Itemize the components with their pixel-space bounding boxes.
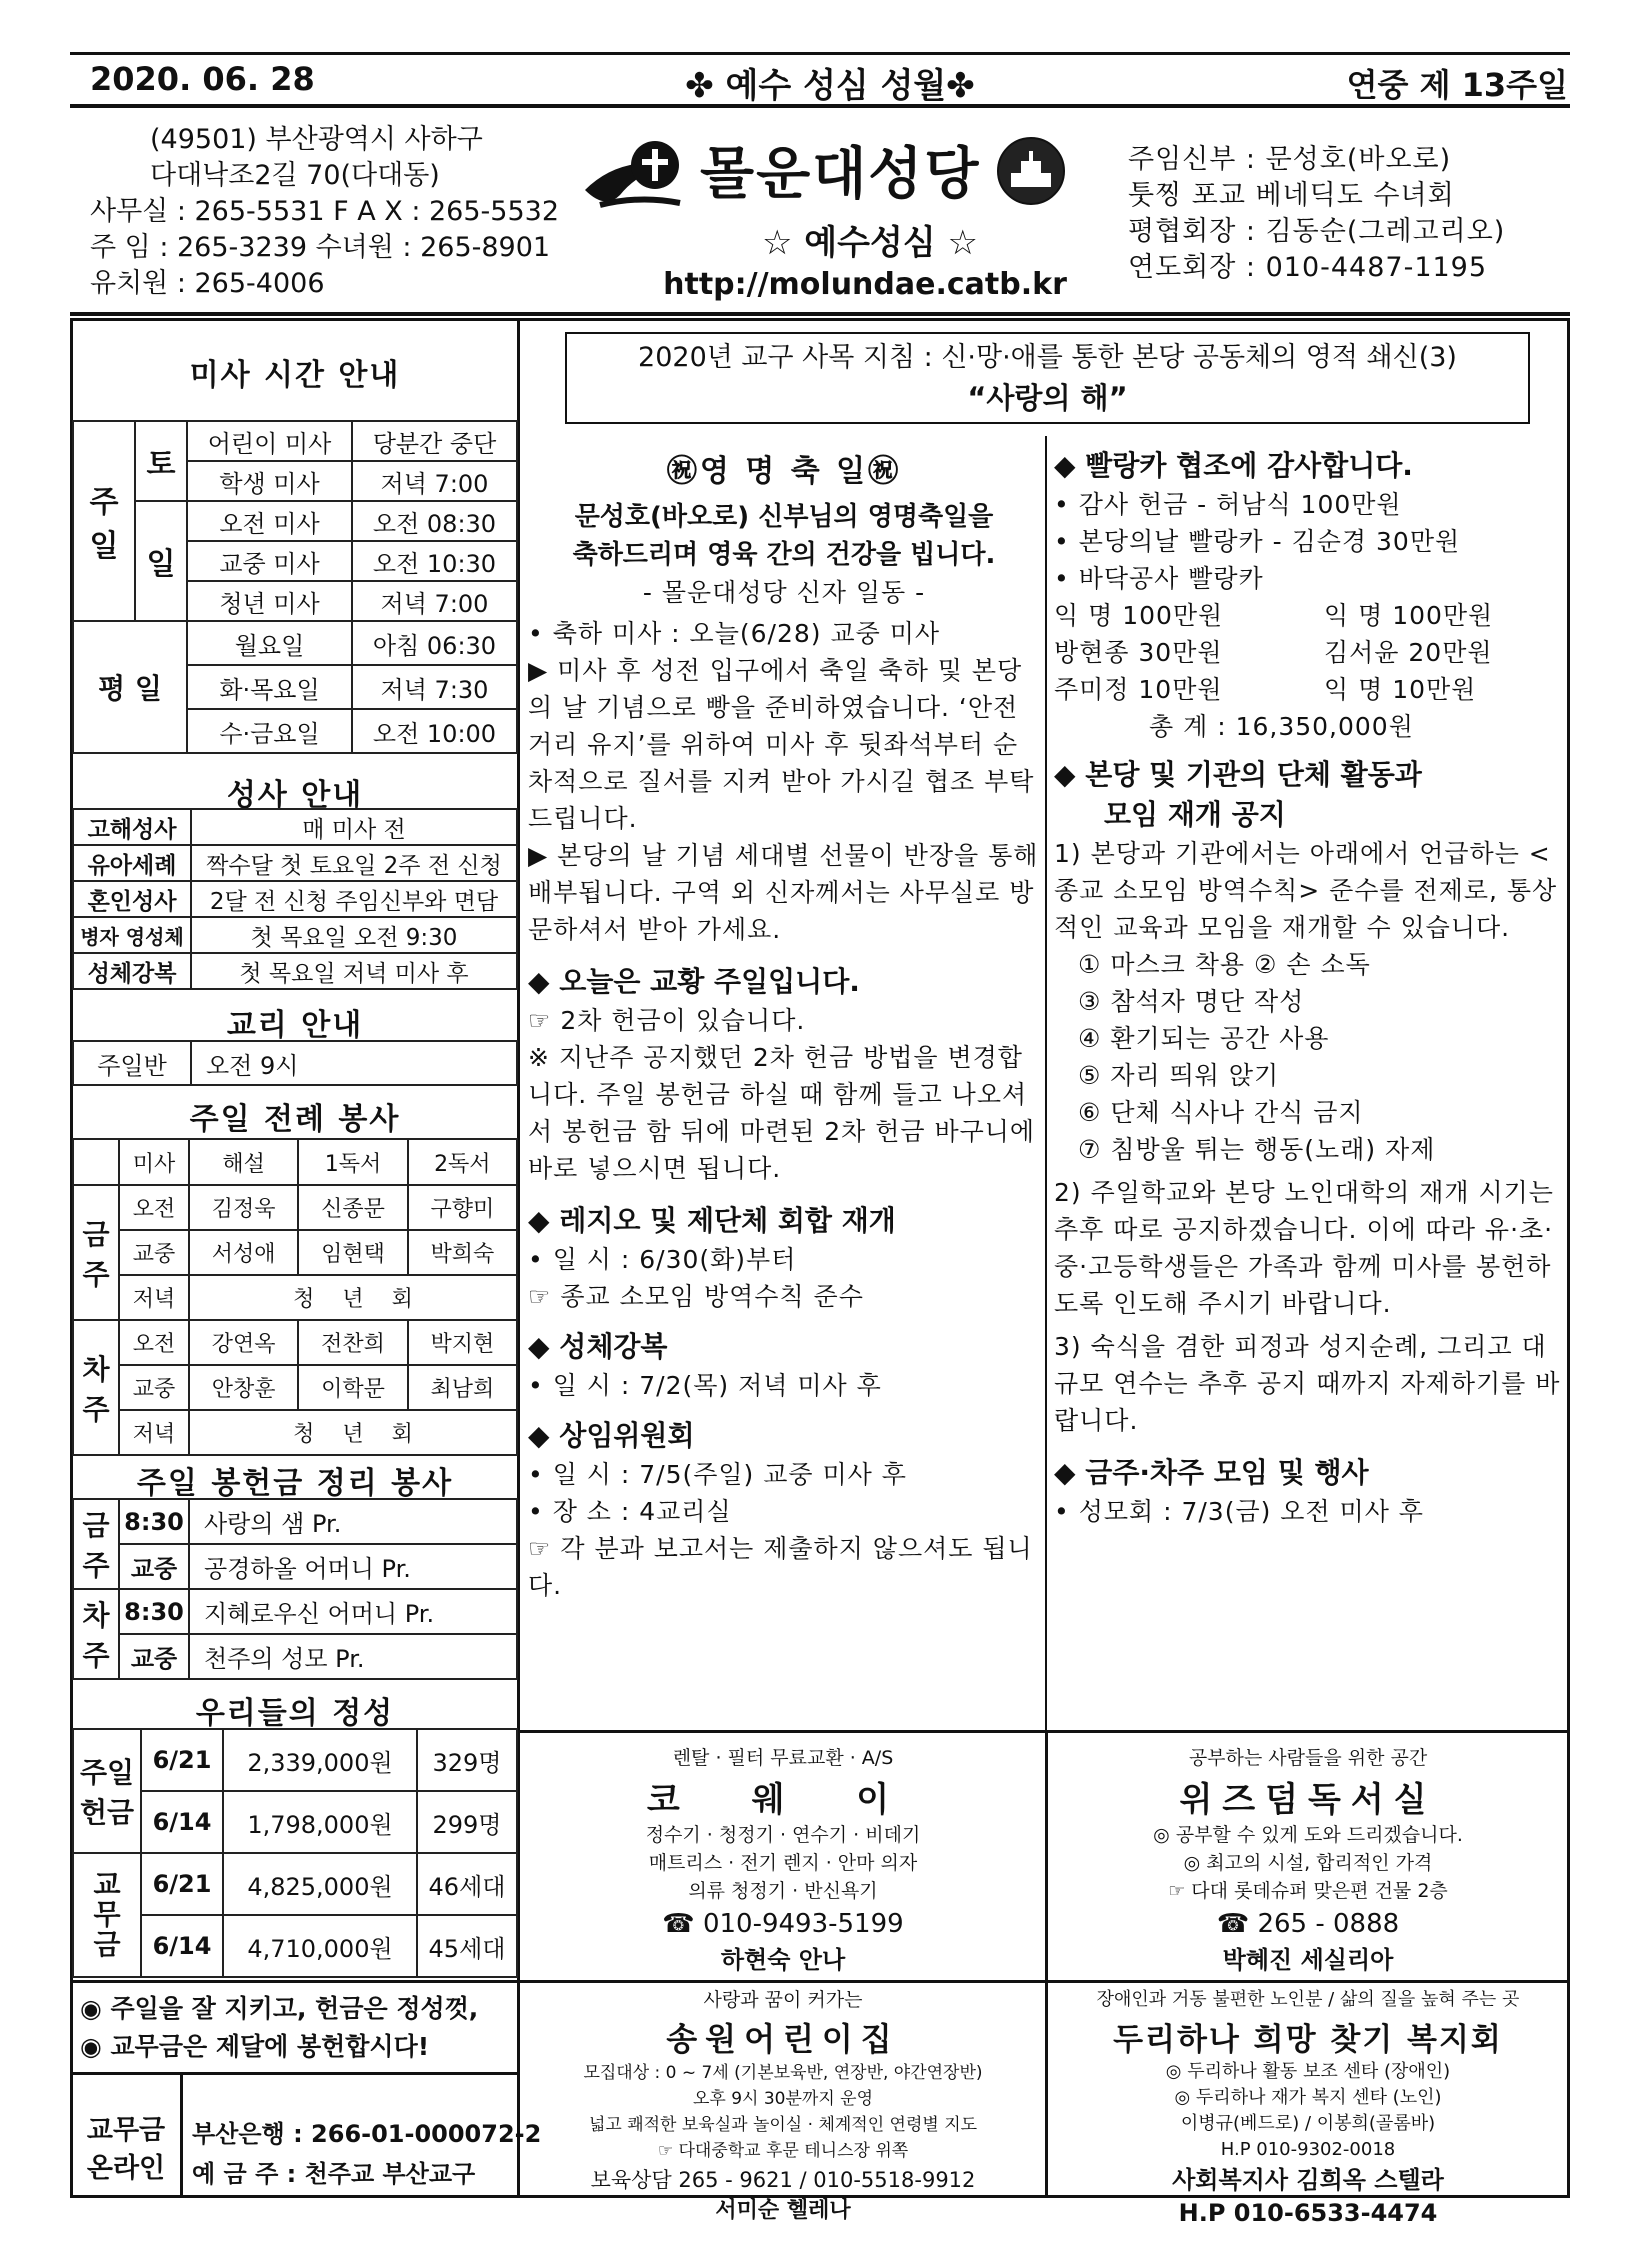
convent-name: 툿찡 포교 베네딕도 수녀회: [1128, 180, 1455, 211]
sacrament-name: 고해성사: [73, 809, 191, 845]
rule-item: ③ 참석자 명단 작성: [1078, 987, 1305, 1016]
second-collection: ☞ 2차 헌금이 있습니다.: [528, 1006, 806, 1035]
address-line: (49501) 부산광역시 사하구: [150, 124, 483, 155]
sacrament-info: 2달 전 신청 주임신부와 면담: [191, 881, 517, 917]
resume-title: 모임 재개 공지: [1104, 798, 1286, 831]
ad-line: 오후 9시 30분까지 운영: [692, 2089, 874, 2109]
donation-amount: 4,710,000원: [223, 1915, 417, 1977]
committee-title: ◆ 상임위원회: [528, 1419, 695, 1452]
donor: 익 명 100만원: [1054, 601, 1224, 630]
ad-line: 정수기 · 청정기 · 연수기 · 비데기: [645, 1824, 921, 1846]
collection-change: ※ 지난주 공지했던 2차 헌금 방법을 변경합니다. 주일 봉헌금 하실 때 함께 들고 나오셔서 봉헌금 함 뒤에 마련된 2차 헌금 바구니에 바로 넣으시면 됩니다.: [528, 1043, 1036, 1183]
doctrine-time: 오전 9시: [191, 1041, 517, 1085]
events-title: ◆ 금주·차주 모임 및 행사: [1054, 1456, 1369, 1489]
ad-line: ◎ 공부할 수 있게 도와 드리겠습니다.: [1153, 1824, 1463, 1846]
benediction-date: • 일 시 : 7/2(목) 저녁 미사 후: [528, 1371, 882, 1400]
rule-item: ① 마스크 착용 ② 손 소독: [1078, 950, 1371, 979]
ad-title: 코 웨 이: [646, 1780, 920, 1820]
ad-contact: 하현숙 안나: [720, 1946, 846, 1974]
sacrament-name: 혼인성사: [73, 881, 191, 917]
sunday-day-label: 일: [135, 501, 187, 621]
doctrine-table: [72, 1040, 518, 1086]
notice-parish-fee: ◉ 교무금은 제달에 봉헌합시다!: [80, 2032, 430, 2061]
sacrament-name: 병자 영성체: [73, 917, 191, 953]
ad-phone: ☎ 010-9493-5199: [662, 1909, 904, 1939]
feast-line: 축하드리며 영육 간의 건강을 빕니다.: [572, 540, 996, 570]
donation-count: 299명: [417, 1791, 517, 1853]
sacrament-info: 첫 목요일 오전 9:30: [191, 917, 517, 953]
mass-time: 오전 10:00: [352, 709, 517, 753]
commentator: 서성애: [189, 1230, 298, 1275]
sunday-offering-label: 주일 헌금: [73, 1729, 141, 1853]
reader1: 신종문: [298, 1185, 407, 1230]
mass-name: 오전 미사: [187, 501, 352, 541]
rule-item: ⑥ 단체 식사나 간식 금지: [1078, 1098, 1364, 1127]
ad-line: H.P 010-9302-0018: [1220, 2139, 1396, 2160]
ad-coway: [522, 1744, 1044, 1977]
mass-time: 아침 06:30: [352, 621, 517, 665]
month-title: ✤ 예수 성심 성월✤: [685, 66, 975, 106]
mass-name: 월요일: [187, 621, 352, 665]
ad-line: ◎ 두리하나 재가 복지 센타 (노인): [1174, 2087, 1442, 2108]
ad-contact: 박혜진 세실리아: [1222, 1946, 1394, 1974]
commentator: 강연옥: [189, 1320, 298, 1365]
rule-item: ④ 환기되는 공간 사용: [1078, 1024, 1330, 1053]
donor: 익 명 10만원: [1324, 675, 1477, 704]
ad-tagline: 공부하는 사람들을 위한 공간: [1188, 1747, 1428, 1769]
this-week-label: 금 주: [73, 1499, 119, 1589]
rule-item: ⑦ 침방울 튀는 행동(노래) 자제: [1078, 1135, 1436, 1164]
donor: 김서윤 20만원: [1324, 638, 1493, 667]
feast-title: ㊗영 명 축 일㊗: [666, 454, 902, 489]
service-group: 공경하올 어머니 Pr.: [189, 1544, 517, 1589]
liturgical-week: 연중 제 13주일: [1346, 66, 1568, 104]
council-president: 평협회장 : 김동순(그레고리오): [1128, 216, 1506, 247]
this-week-label: 금 주: [73, 1185, 119, 1320]
reader2: 박희숙: [408, 1230, 517, 1275]
donation-amount: 4,825,000원: [223, 1853, 417, 1915]
mass-times-title: 미사 시간 안내: [189, 358, 401, 393]
liturgy-mass: 저녁: [119, 1275, 189, 1320]
ad-phone: H.P 010-6533-4474: [1178, 2199, 1438, 2227]
address-line: 다대낙조2길 70(다대동): [150, 160, 440, 191]
doctrine-label: 주일반: [73, 1041, 191, 1085]
reader2: 구향미: [408, 1185, 517, 1230]
donations-table: [72, 1728, 518, 1978]
church-emblem-icon: [995, 135, 1067, 207]
right-column: [1054, 446, 1564, 1530]
liturgy-mass: 교중: [119, 1230, 189, 1275]
mass-time: 저녁 7:00: [352, 581, 517, 621]
kindergarten-phone: 유치원 : 265-4006: [90, 268, 325, 299]
sacrament-info: 매 미사 전: [191, 809, 517, 845]
ad-tagline: 장애인과 거동 불편한 노인분 / 삶의 질을 높혀 주는 곳: [1096, 1989, 1520, 2010]
ad-line: 넓고 쾌적한 보육실과 놀이실 · 체계적인 연령별 지도: [588, 2115, 978, 2135]
donation-count: 45세대: [417, 1915, 517, 1977]
ad-wisdom: [1048, 1744, 1568, 1977]
donor: 주미정 10만원: [1054, 675, 1223, 704]
donation-date: 6/21: [141, 1853, 223, 1915]
feast-mass: • 축하 미사 : 오늘(6/28) 교중 미사: [528, 619, 940, 648]
mass-time: 당분간 중단: [352, 421, 517, 461]
ad-line: 의류 청정기 · 반신욕기: [688, 1880, 878, 1902]
office-phone: 사무실 : 265-5531 F A X : 265-5532: [90, 196, 559, 227]
committee-note: ☞ 각 분과 보고서는 제출하지 않으셔도 됩니다.: [528, 1534, 1033, 1600]
reader1: 전찬희: [298, 1320, 407, 1365]
liturgy-mass: 저녁: [119, 1410, 189, 1455]
reader1: 이학문: [298, 1365, 407, 1410]
notice-keep-sunday: ◉ 주일을 잘 지키고, 헌금은 정성껏,: [80, 1994, 479, 2023]
resume-rule: 1) 본당과 기관에서는 아래에서 언급하는 <종교 소모임 방역수칙> 준수를 전제로, 통상적인 교육과 모임을 재개할 수 있습니다.: [1054, 839, 1558, 942]
pope-sunday-title: ◆ 오늘은 교황 주일입니다.: [528, 965, 860, 998]
service-group: 지혜로우신 어머니 Pr.: [189, 1589, 517, 1634]
online-label: 교무금 온라인: [86, 2115, 166, 2184]
ad-contact: 서미순 헬레나: [715, 2198, 851, 2223]
pastor-name: 주임신부 : 문성호(바오로): [1128, 144, 1452, 175]
feast-from: - 몰운대성당 신자 일동 -: [642, 578, 926, 607]
donation-amount: 2,339,000원: [223, 1729, 417, 1791]
ad-contact: 사회복지사 김희옥 스텔라: [1172, 2166, 1444, 2194]
liturgy-table: [72, 1138, 518, 1456]
parish-fee-label: 교 무 금: [73, 1853, 141, 1977]
liturgy-mass: 오전: [119, 1320, 189, 1365]
church-subtitle: ☆ 예수성심 ☆: [761, 223, 978, 263]
banner-line2: “사랑의 해”: [967, 381, 1128, 415]
palanca-item: • 바닥공사 빨랑카: [1054, 564, 1264, 593]
next-week-label: 차 주: [73, 1589, 119, 1679]
sacrament-name: 유아세례: [73, 845, 191, 881]
palanca-item: • 본당의날 빨랑카 - 김순경 30만원: [1054, 527, 1461, 556]
donation-count: 329명: [417, 1729, 517, 1791]
ad-line: 모집대상 : 0 ~ 7세 (기본보육반, 연장반, 야간연장반): [583, 2063, 983, 2083]
mass-time: 저녁 7:00: [352, 461, 517, 501]
mass-name: 청년 미사: [187, 581, 352, 621]
ad-line: ☞ 다대 롯데슈퍼 맞은편 건물 2층: [1168, 1880, 1448, 1902]
mass-name: 수·금요일: [187, 709, 352, 753]
service-group: 천주의 성모 Pr.: [189, 1634, 517, 1679]
donation-amount: 1,798,000원: [223, 1791, 417, 1853]
retreat-notice: 3) 숙식을 겸한 피정과 성지순례, 그리고 대규모 연수는 추후 공지 때까지 자제하기를 바랍니다.: [1054, 1332, 1561, 1435]
middle-column: [528, 446, 1040, 1604]
weekday-label: 평 일: [73, 621, 187, 753]
service-mass: 8:30: [119, 1589, 189, 1634]
youth-group: 청 년 회: [189, 1410, 517, 1455]
resume-title: ◆ 본당 및 기관의 단체 활동과: [1054, 758, 1422, 791]
ad-title: 위즈덤독서실: [1179, 1780, 1437, 1820]
donations-title: 우리들의 정성: [195, 1696, 395, 1731]
ad-durihana: [1048, 1986, 1568, 2229]
account-holder: 예 금 주 : 천주교 부산교구: [192, 2160, 476, 2188]
mass-name: 화·목요일: [187, 665, 352, 709]
sacrament-info: 첫 목요일 저녁 미사 후: [191, 953, 517, 989]
ad-line: 이병규(베드로) / 이봉희(골롬바): [1180, 2113, 1436, 2134]
commentator: 김정욱: [189, 1185, 298, 1230]
liturgy-title: 주일 전례 봉사: [189, 1102, 401, 1137]
offering-service-title: 주일 봉헌금 정리 봉사: [136, 1466, 454, 1501]
mass-name: 교중 미사: [187, 541, 352, 581]
ad-line: ☞ 다대중학교 후문 테니스장 위쪽: [657, 2141, 909, 2161]
committee-place: • 장 소 : 4교리실: [528, 1497, 732, 1526]
ad-line: 매트리스 · 전기 렌지 · 안마 의자: [648, 1852, 918, 1874]
banner-line1: 2020년 교구 사목 지침 : 신·망·애를 통한 본당 공동체의 영적 쇄신(3): [638, 342, 1457, 373]
commentator: 안창훈: [189, 1365, 298, 1410]
service-group: 사랑의 샘 Pr.: [189, 1499, 517, 1544]
ad-tagline: 렌탈 · 필터 무료교환 · A/S: [672, 1747, 894, 1769]
liturgy-head: 2독서: [408, 1139, 517, 1185]
youth-group: 청 년 회: [189, 1275, 517, 1320]
liturgy-head: 1독서: [298, 1139, 407, 1185]
donor-row: [1054, 634, 1564, 671]
liturgy-mass: 오전: [119, 1185, 189, 1230]
next-week-label: 차 주: [73, 1320, 119, 1455]
rule-item: ⑤ 자리 띄워 앉기: [1078, 1061, 1280, 1090]
bank-account: 부산은행 : 266-01-000072-2: [192, 2120, 542, 2148]
donor-row: [1054, 597, 1564, 634]
reader1: 임현택: [298, 1230, 407, 1275]
doctrine-title: 교리 안내: [226, 1008, 364, 1043]
gift-notice: ▶ 본당의 날 기념 세대별 선물이 반장을 통해 배부됩니다. 구역 외 신자께서는 사무실로 방문하셔서 받아 가세요.: [528, 841, 1039, 944]
event-item: • 성모회 : 7/3(금) 오전 미사 후: [1054, 1497, 1424, 1526]
reader2: 최남희: [408, 1365, 517, 1410]
legio-title: ◆ 레지오 및 제단체 회합 재개: [528, 1204, 896, 1237]
donation-date: 6/14: [141, 1915, 223, 1977]
offering-service-table: [72, 1498, 518, 1680]
palanca-total: 총 계 : 16,350,000원: [1149, 712, 1414, 741]
sacrament-name: 성체강복: [73, 953, 191, 989]
ad-phone: 보육상담 265 - 9621 / 010-5518-9912: [590, 2168, 976, 2192]
palanca-item: • 감사 헌금 - 허남식 100만원: [1054, 490, 1402, 519]
liturgy-head: 미사: [119, 1139, 189, 1185]
mass-times-table: [72, 420, 518, 754]
liturgy-head: 해설: [189, 1139, 298, 1185]
mass-time: 오전 10:30: [352, 541, 517, 581]
benediction-title: ◆ 성체강복: [528, 1330, 668, 1363]
palanca-title: ◆ 빨랑카 협조에 감사합니다.: [1054, 449, 1413, 482]
church-logo-icon: [580, 135, 700, 215]
committee-date: • 일 시 : 7/5(주일) 교중 미사 후: [528, 1460, 907, 1489]
legio-rule: ☞ 종교 소모임 방역수칙 준수: [528, 1282, 864, 1311]
ad-title: 송원어린이집: [666, 2020, 900, 2058]
school-notice: 2) 주일학교와 본당 노인대학의 재개 시기는 추후 따로 공지하겠습니다. 이에 따라 유·초·중·고등학생들은 가족과 함께 미사를 봉헌하도록 인도해 주시기 바랍니다.: [1054, 1178, 1554, 1318]
mass-time: 저녁 7:30: [352, 665, 517, 709]
sacrament-info: 짝수달 첫 토요일 2주 전 신청: [191, 845, 517, 881]
saturday-label: 토: [135, 421, 187, 501]
feast-line: 문성호(바오로) 신부님의 영명축일을: [574, 502, 994, 532]
funeral-president: 연도회장 : 010-4487-1195: [1128, 252, 1488, 283]
reader2: 박지현: [408, 1320, 517, 1365]
liturgy-mass: 교중: [119, 1365, 189, 1410]
donor: 익 명 100만원: [1324, 601, 1494, 630]
donation-count: 46세대: [417, 1853, 517, 1915]
pastor-phone: 주 임 : 265-3239 수녀원 : 265-8901: [90, 232, 551, 263]
service-mass: 교중: [119, 1544, 189, 1589]
donor: 방현종 30만원: [1054, 638, 1223, 667]
mass-name: 학생 미사: [187, 461, 352, 501]
issue-date: 2020. 06. 28: [90, 60, 315, 98]
feast-notice: ▶ 미사 후 성전 입구에서 축일 축하 및 본당의 날 기념으로 빵을 준비하였습니다. ‘안전거리 유지’를 위하여 미사 후 뒷좌석부터 순차적으로 질서를 지켜 받아 가시길 협조 부탁드립니다.: [528, 656, 1035, 833]
donation-date: 6/21: [141, 1729, 223, 1791]
church-url[interactable]: http://molundae.catb.kr: [663, 267, 1067, 302]
donor-row: [1054, 671, 1564, 708]
sacrament-table: [72, 808, 518, 990]
service-mass: 교중: [119, 1634, 189, 1679]
ad-tagline: 사랑과 꿈이 커가는: [703, 1989, 863, 2011]
ad-title: 두리하나 희망 찾기 복지회: [1113, 2022, 1503, 2058]
ad-songwon: [522, 1986, 1044, 2226]
legio-date: • 일 시 : 6/30(화)부터: [528, 1245, 797, 1274]
church-name: 몰운대성당: [700, 142, 981, 207]
service-mass: 8:30: [119, 1499, 189, 1544]
ad-line: ◎ 두리하나 활동 보조 센타 (장애인): [1165, 2061, 1451, 2082]
sacrament-title: 성사 안내: [226, 778, 364, 813]
ad-line: ◎ 최고의 시설, 합리적인 가격: [1183, 1852, 1433, 1874]
donation-date: 6/14: [141, 1791, 223, 1853]
mass-name: 어린이 미사: [187, 421, 352, 461]
mass-time: 오전 08:30: [352, 501, 517, 541]
ad-phone: ☎ 265 - 0888: [1216, 1909, 1400, 1939]
sunday-label: 주 일: [73, 421, 135, 621]
